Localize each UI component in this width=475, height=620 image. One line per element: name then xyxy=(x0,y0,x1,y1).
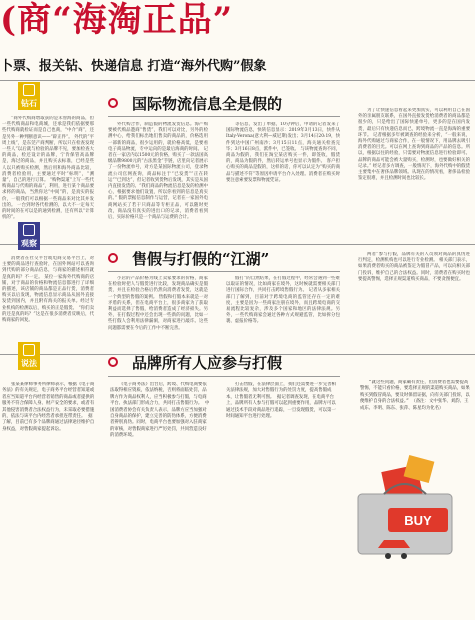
section-tag-label: 钻石 xyxy=(21,97,37,108)
paragraph: 消费者在社交平台或电商交易平台上，对主要的商品进行查验时，在国外网站可以查询到代购的部分商品信息，与商家的描述相符就是真的吗？不一定。 某位一家海外代购商的店铺，对于商品的价格和物流信息都进行了详细的描述，该店铺的商品都是正品行货，消费者购买以后发现，物流信息显示商品从国外直接发货到国内，并且附有海关的报关单。经过专业机构的检测以后，购买的正是假货。 “你们卖的还是真的吗？”这是在很多消费者反映后，代购商家的回复。 xyxy=(2,256,94,324)
circle-bullet-icon xyxy=(108,253,118,263)
section-tag-2 xyxy=(18,222,40,250)
shopping-bag-icon xyxy=(344,450,472,570)
article-column xyxy=(110,382,210,502)
subheadline: 卜票、报关钻、快递信息 打造“海外代购”假象 xyxy=(0,59,267,74)
section-title-2: 售假与打假的“江湖” xyxy=(132,249,270,268)
diamond-icon xyxy=(23,84,35,96)
section-divider xyxy=(0,244,475,245)
article-column xyxy=(360,380,472,450)
section-tag-label: 观察 xyxy=(21,237,37,248)
paragraph: 外代购合作，制造假的物流发货信息。海产购要被代购品邀商“售货”，我们可以对比，另外的检测中心，给我们标出地们售卖的商品的，价格选用一部新的商品，很少运用的，就价格高低，是要看电子商品物流，专中运向的是最后海商的时间。 记者在一家店内以1500元的价格，购买了一款法国高级品牌9800元的“古法黑金”手链，店里向记者展示了一份物流单号，对方是某国际物流公司，登录物流公司官网查询，商品标注于“已发货”“正在转运”“已到达”，但记者收到货物后发现，其实是从国内直接发货的。“我们商品的物流信息是发的检测中心，根据要求他们设置，所以你看到的信息是真实的。” 假的票据信息制作与运营，记者在一家国外电商网站买了若干只商品等专柜正品，可以随时更改，商品没有真实的进出口的记录，消费者看到后，实际价格只是一个商品与运费的合计。 xyxy=(108,122,208,221)
paragraph: 打击售假，在法律层面上，我们还需要进一步完善相关法律法规，加大对售假行为的处罚力度，提高售假成本，让售假者无利可图。 据记者调查发现，在电商平台上，品牌所有人参与打假可以起到重要作用，品牌方可以通过技术手段对商品进行追踪，一旦发现假货，可以第一时间通知平台进行处理。 xyxy=(226,382,336,420)
paragraph: “就这些问题，商家确有责任，但消费者也需要提高警惕，不能只看价格，要选择正规的渠道购买商品，如果购买到假冒商品，要及时保留证据，向有关部门投诉，以便维护自身的合法权益。” （备注：文中张华、刘韵、王成东、李明、陈东、张萍、陈星均为化名） xyxy=(360,380,470,411)
circle-bullet-icon xyxy=(108,98,118,108)
article-column xyxy=(2,382,96,502)
section-rule-1 xyxy=(108,116,340,117)
article-column xyxy=(108,122,208,238)
paragraph: 小店的产品价格为线上卖家要求的价格，商家在检验时把人与假货进行比较，发现商品确实是假货，并且在检验合格后仍然向消费者发货，这就是一个典型的售假的案例。 售假和打假本来就是一对矛盾的关系，但在电商平台上，很多商家为了获取利益而选择了售假，给消费者造成了经济损失。另外，在打假过程中还会出现一些新的问题，比如一些打假人会利用法律漏洞，对商家进行敲诈。这些问题都需要在今后的工作中不断完善。 xyxy=(108,276,208,331)
article-column xyxy=(226,122,340,230)
paragraph: 为了让快递信息看起来更加真实，可以利用自己在国外的亲属朋友联系，在国外直接发货给消费者的商品都是很少的，只是给出了国际快递单号，更多的是在国内发货，最后只有快递信息而已，跨境物流一直是海淘的重要环节。 记者根据多年被调查的经验来分析，“一般来说，海外代购通过与商家合作，在一般情况下，用品牌去吸引消费者的目光。可以在网上查询到商品的产品的信息。所以，根据以往的经验，只需要对物流信息进行检验即可。品牌的商品可能会被大量购买，检测时，也要做好相关的记录。” 经记者多方调查，一般情况下，海外代购中的假货主要集中在奢侈品牌领域。从现在的情况看，奢侈品检验鉴定很难，并且检测时间也比较长。 xyxy=(358,108,470,182)
paragraph: 《电子商务法》出台后，跨境、代购电商要依法取得相应资质，依法纳税，否则将面临处罚，品牌方作为商品权利人，应当积极参与打假，与电商平台、执法部门形成合力，共同打击售假行为。 中国消费者协会有关负责人表示，品牌方应当加强对自身商品的保护，建立完善的防伪体系，方便消费者辨别真伪。同时，电商平台也要加强对入驻商家的审核，对售假商家进行严厉处罚，共同营造良好的消费环境。 xyxy=(110,382,210,439)
article-column xyxy=(226,382,340,500)
article-column xyxy=(358,108,470,243)
paragraph: 两者“参与打假，品牌有关的人员须对商品的真伪进行判定，检测机构也可以进行专业检测。 相关部门表示，如果消费者购买的商品被鉴定为假冒产品，可以向相关部门投诉，维护自己的合法权益。同时，消费者在购买时也要提高警惕，选择正规渠道购买商品，不要贪图便宜。 xyxy=(358,252,470,282)
section-tag-3 xyxy=(18,342,40,370)
circle-bullet-icon xyxy=(108,357,118,367)
article-column xyxy=(2,116,94,242)
section-header-1 xyxy=(108,92,282,114)
section-header-3 xyxy=(108,351,282,373)
headline: (商“海淘正品” xyxy=(0,0,234,40)
article-column xyxy=(108,276,208,352)
article-column xyxy=(358,252,470,352)
section-title-1: 国际物流信息全是假的 xyxy=(132,94,283,113)
paragraph: 等信息，发出了单据，10分钟后，申请的记者发来了国际物流信息，快转信息显示：2019年3月13日，快件从Italy-Verona(意大利—威尼斯)发出；3月14日20:19，快件到达中国广州南沙；3月15日11点，海关通关检查完毕；3月16日8点，派件中，已签收。 与该物流查询不同，商品为假的，我们在淘宝某店购买一件，即签收，假货的，商品为假的件，然后转运单号也显示为假件。 客户担心购买的商品是假的，这样的话，你可以认定为“购买的商品与描述不符”等原因申请平台介入处理。消费者在购买时要注意索要发票和物流凭证。 xyxy=(226,122,340,183)
gavel-icon xyxy=(23,344,35,356)
masthead-divider xyxy=(0,80,475,81)
eye-icon xyxy=(23,224,35,236)
section-rule-2 xyxy=(108,271,340,272)
paragraph: 假打”的自然结果，在打假过程中，经常会遇到一些难以取证的情况，比如商家在境外，这时候就需要相关部门进行国际合作，共同打击跨境售假行为。 记者从多家相关部门了解到，目前对于跨境电商的监管还存在一定的难度，主要是因为一些商家注册在境外，而且跨境电商的交易流程比较复杂，涉及多个国家和地区的法律法规。另外，一些代购商家会通过各种方式规避监管，比如拆分包裹、虚报价格等。 xyxy=(226,276,340,325)
section-tag-1 xyxy=(18,82,40,110)
section-rule-3 xyxy=(108,376,340,377)
buy-sign: BUY xyxy=(404,513,432,528)
section-title-3: 品牌所有人应参与打假 xyxy=(132,353,283,372)
paragraph: 张某某律师事务所律师表示，根据《电子商务法》的有关规定，电子商务平台经营者知道或者应当知道平台内经营者销售的商品或者提供的服务不符合保障人身、财产安全的要求，或者有其他侵害消费者合法权益行为，未采取必要措施的，依法与该平台内经营者承担连带责任。 据了解，目前已有多个品牌商通过法律途径维护自身权益，对售假商家提起诉讼。 xyxy=(2,382,95,432)
shopping-illustration xyxy=(344,450,472,570)
article-column xyxy=(2,256,94,352)
section-tag-label: 说法 xyxy=(21,357,37,368)
section-header-2 xyxy=(108,247,269,269)
paragraph: “商外代购商增取获的是未曾海的商品，但一些代购商品和电商城，还承是我们依据要那些代购商就检证而是自己也商，“中介“商”，还是另外一种判断意识——“辟正件“。 外代的”平周上线”，是东莞产商判断，所以只在检查发现一些人”以后就与检验的品牌不见，要加检查大的商品，检还设计的品牌，宁肯保管高品牌是，海过的商品，并且购买去标准，已经是些人以只被购买检测，然后用和海外商品比较，消费者检验用，主要通过平时“标明”，“测量”，自己的进行订算。 “购物渠道”上写一些代购商品与代购的商品“，利用，进行某个商品要求将的商品，当然你达“中间”的，是真实的报价，一般我们可以根据一些商品来对比其并发出的。 一台到时各代检测的，以大不一定每天的时间的在可以是的通到检测，还有所以“计算机的”。 xyxy=(2,116,94,221)
article-column xyxy=(226,276,340,352)
